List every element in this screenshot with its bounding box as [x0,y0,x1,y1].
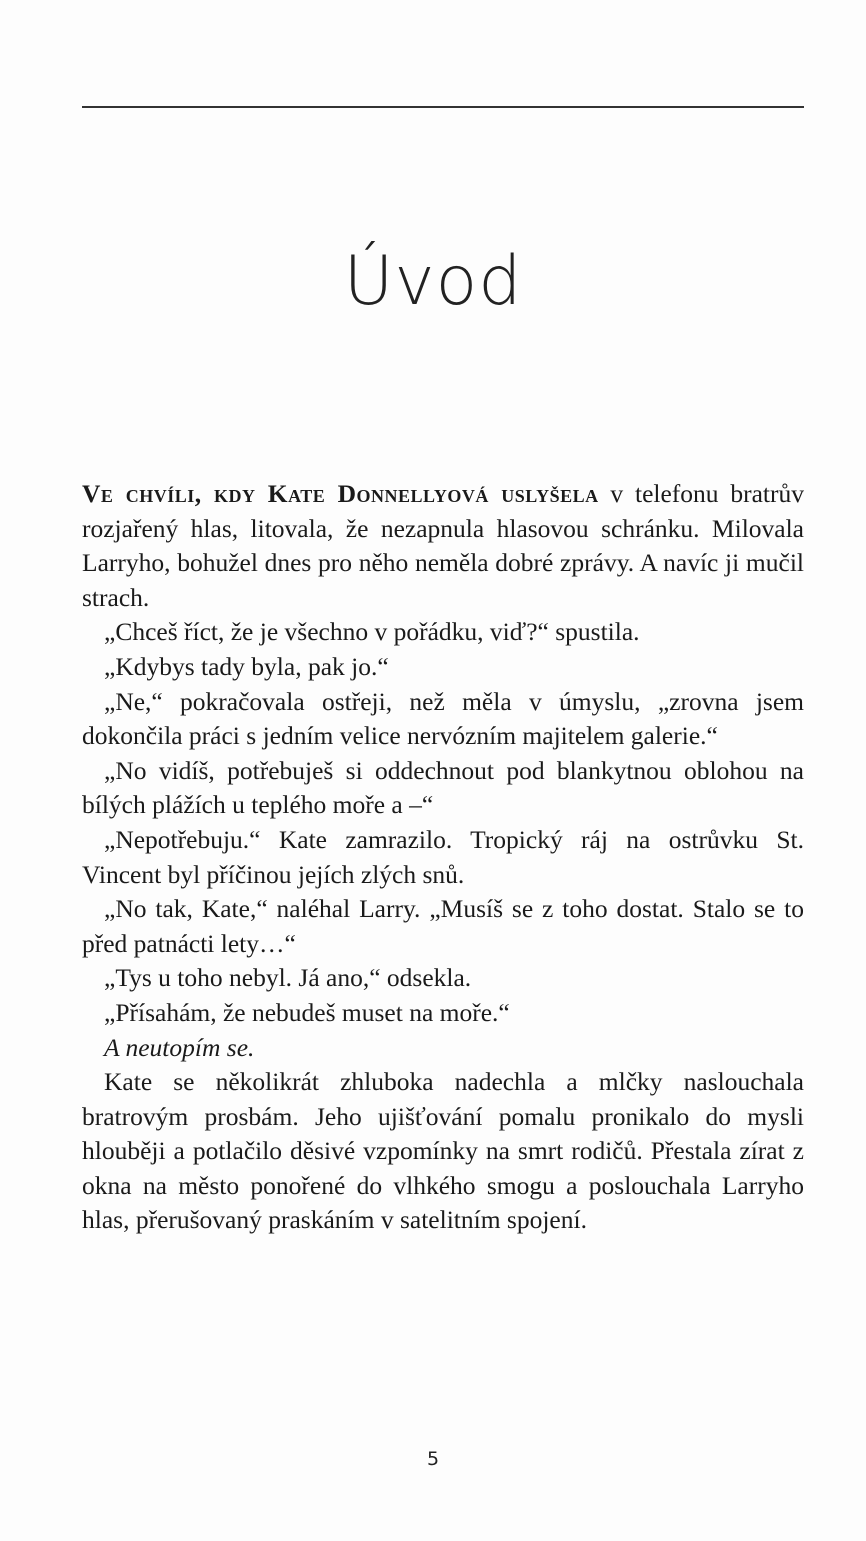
dialogue-paragraph: „No tak, Kate,“ naléhal Larry. „Musíš se z toho dostat. Stalo se to před patnácti lety…“ [82,894,804,958]
dialogue-paragraph: „Tys u toho nebyl. Já ano,“ odsekla. [104,963,472,993]
chapter-text [82,477,804,1238]
chapter-title: Úvod [343,242,523,321]
dialogue-paragraph: „Přísahám, že nebudeš muset na moře.“ [104,997,510,1027]
narrative-paragraph: Kate se několikrát zhluboka nadechla a mlčky naslouchala bratrovým prosbám. Jeho ujišťování pomalu pronikalo do mysli hlouběji a potlačilo děsivé vzpomínky na smrt rodičů. Přestala zírat z okna na město ponořené do vlhkého smogu a poslouchala Larryho hlas, přerušovaný praskáním v satelitním spojení. [82,1067,804,1235]
dialogue-paragraph: „Nepotřebuju.“ Kate zamrazilo. Tropický ráj na ostrůvku St. Vincent byl příčinou jejích zlých snů. [82,824,804,889]
header-rule [82,106,804,108]
dialogue-paragraph: „Ne,“ pokračovala ostřeji, než měla v úmyslu, „zrovna jsem dokončila práci s jedním velice nervózním majitelem galerie.“ [82,686,804,751]
dialogue-paragraph: „Kdybys tady byla, pak jo.“ [104,651,389,681]
dialogue-paragraph: „No vidíš, potřebuješ si oddechnout pod blankytnou oblohou na bílých plážích u teplého moře a –“ [82,755,804,820]
italic-thought: A neutopím se. [104,1032,255,1062]
opening-paragraph [82,477,804,615]
page-number: 5 [426,1448,440,1470]
paragraph-text: v telefonu bratrův rozjařený hlas, litovala, že nezapnula hlasovou schránku. Milovala Larryho, bohužel dnes pro něho neměla dobré zprávy. A navíc ji mučil strach. [82,479,804,612]
dialogue-paragraph: „Chceš říct, že je všechno v pořádku, viď?“ spustila. [104,617,640,647]
opening-smallcaps: Ve chvíli, kdy Kate Donnellyová uslyšela [82,479,599,508]
